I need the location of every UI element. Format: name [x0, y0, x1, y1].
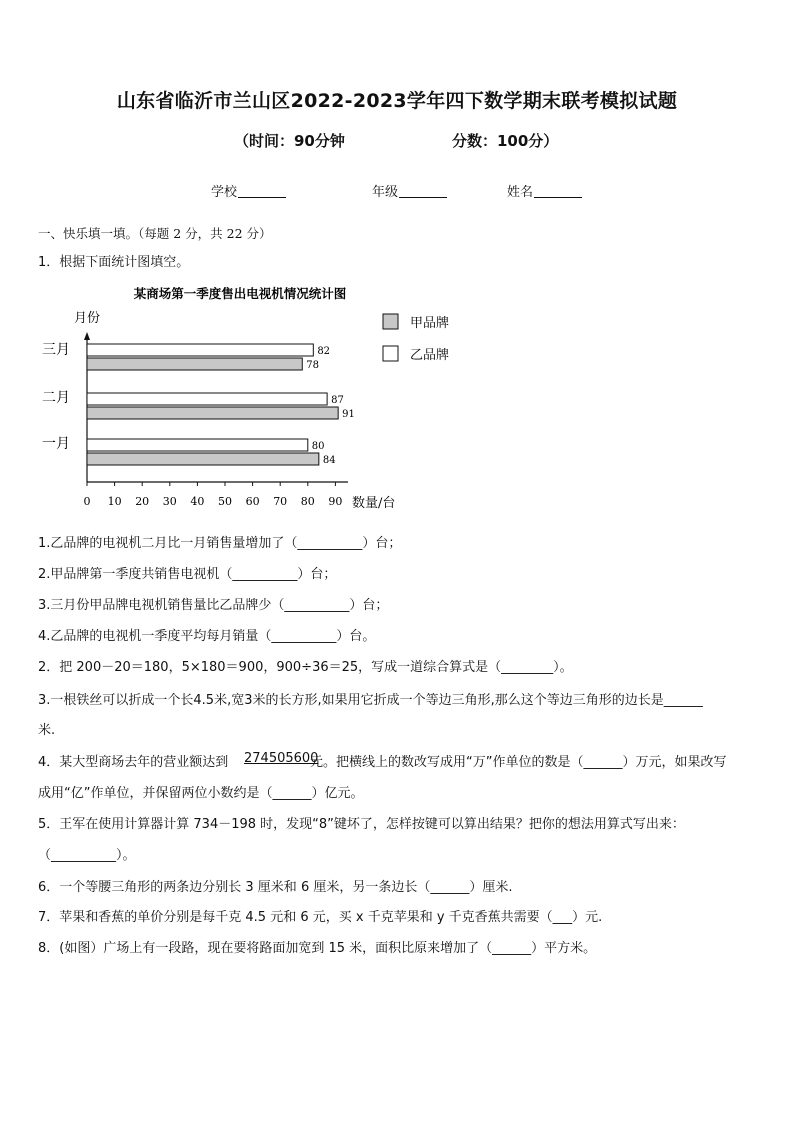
bar-value-label: 87 [331, 395, 344, 406]
bar-value-label: 78 [306, 360, 320, 371]
bar [87, 344, 313, 356]
bar [87, 439, 308, 451]
page-title: 山东省临沂市兰山区2022-2023学年四下数学期末联考模拟试题 [116, 90, 678, 112]
grade-label: 年级 [372, 185, 399, 200]
x-tick-label: 20 [135, 495, 150, 508]
grade-blank[interactable] [399, 185, 447, 198]
bar [87, 407, 338, 419]
category-label: 三月 [42, 342, 70, 358]
question-line: 元。把横线上的数改写成用“万”作单位的数是（______）万元，如果改写 [310, 755, 727, 770]
name-blank[interactable] [534, 185, 582, 198]
question-1-intro: 1．根据下面统计图填空。 [38, 255, 190, 270]
section-heading: 一、快乐填一填。（每题 2 分，共 22 分） [38, 226, 272, 241]
x-tick-label: 40 [190, 495, 205, 508]
x-tick-label: 90 [328, 495, 343, 508]
legend-swatch [383, 346, 398, 361]
question-line: 5．王军在使用计算器计算 734－198 时，发现“8”键坏了，怎样按键可以算出结果？把你的想法用算式写出来： [38, 817, 685, 832]
y-axis-arrow [84, 332, 90, 340]
legend-label: 乙品牌 [410, 348, 450, 363]
grade-field [372, 181, 447, 200]
question-line: 274505600 [244, 751, 319, 766]
x-tick-label: 60 [245, 495, 260, 508]
chart-x-label: 数量/台 [352, 496, 396, 511]
question-line: 2．把 200－20＝180，5×180＝900，900÷36＝25，写成一道综合算式是（________）。 [38, 660, 573, 675]
x-tick-label: 80 [300, 495, 315, 508]
question-line: 3.三月份甲品牌电视机销售量比乙品牌少（__________）台； [38, 598, 389, 613]
x-tick-label: 70 [273, 495, 288, 508]
question-line: 4．某大型商场去年的营业额达到 [38, 755, 229, 770]
school-label: 学校 [211, 185, 238, 200]
exam-score: 分数：100分） [452, 132, 559, 150]
question-line: 7．苹果和香蕉的单价分别是每千克 4.5 元和 6 元，买 x 千克苹果和 y 千克香蕉共需要（___）元. [38, 910, 603, 925]
question-line: （__________）。 [38, 848, 136, 863]
legend-label: 甲品牌 [410, 316, 450, 331]
bar-value-label: 84 [322, 455, 336, 466]
bar [87, 393, 327, 405]
question-line: 6．一个等腰三角形的两条边分别长 3 厘米和 6 厘米，另一条边长（______）厘米. [38, 880, 513, 895]
question-line: 1.乙品牌的电视机二月比一月销售量增加了（__________）台； [38, 536, 402, 551]
school-field [211, 181, 286, 200]
category-label: 二月 [42, 390, 70, 406]
x-tick-label: 10 [107, 495, 122, 508]
school-blank[interactable] [238, 185, 286, 198]
bar-value-label: 82 [317, 346, 331, 357]
chart-y-label: 月份 [74, 311, 101, 326]
question-line: 8．(如图）广场上有一段路，现在要将路面加宽到 15 米，面积比原来增加了（______）平方米。 [38, 941, 597, 956]
x-tick-label: 0 [83, 495, 91, 508]
question-line: 米. [38, 723, 56, 738]
question-line: 4.乙品牌的电视机一季度平均每月销量（__________）台。 [38, 629, 376, 644]
bar-chart [30, 282, 470, 514]
bar [87, 453, 319, 465]
bar [87, 358, 302, 370]
question-line: 2.甲品牌第一季度共销售电视机（__________）台； [38, 567, 337, 582]
category-label: 一月 [42, 436, 70, 452]
x-tick-label: 30 [162, 495, 177, 508]
bar-value-label: 91 [342, 409, 355, 420]
exam-time: （时间：90分钟 [234, 132, 345, 150]
question-line: 3.一根铁丝可以折成一个长4.5米,宽3米的长方形,如果用它折成一个等边三角形,那么这个等边三角形的边长是______ [38, 693, 703, 708]
chart-title: 某商场第一季度售出电视机情况统计图 [133, 286, 347, 301]
legend-swatch [383, 314, 398, 329]
name-label: 姓名 [507, 185, 534, 200]
name-field [507, 181, 582, 200]
question-line: 成用“亿”作单位，并保留两位小数约是（______）亿元。 [38, 786, 364, 801]
bar-value-label: 80 [311, 441, 325, 452]
x-tick-label: 50 [218, 495, 232, 508]
